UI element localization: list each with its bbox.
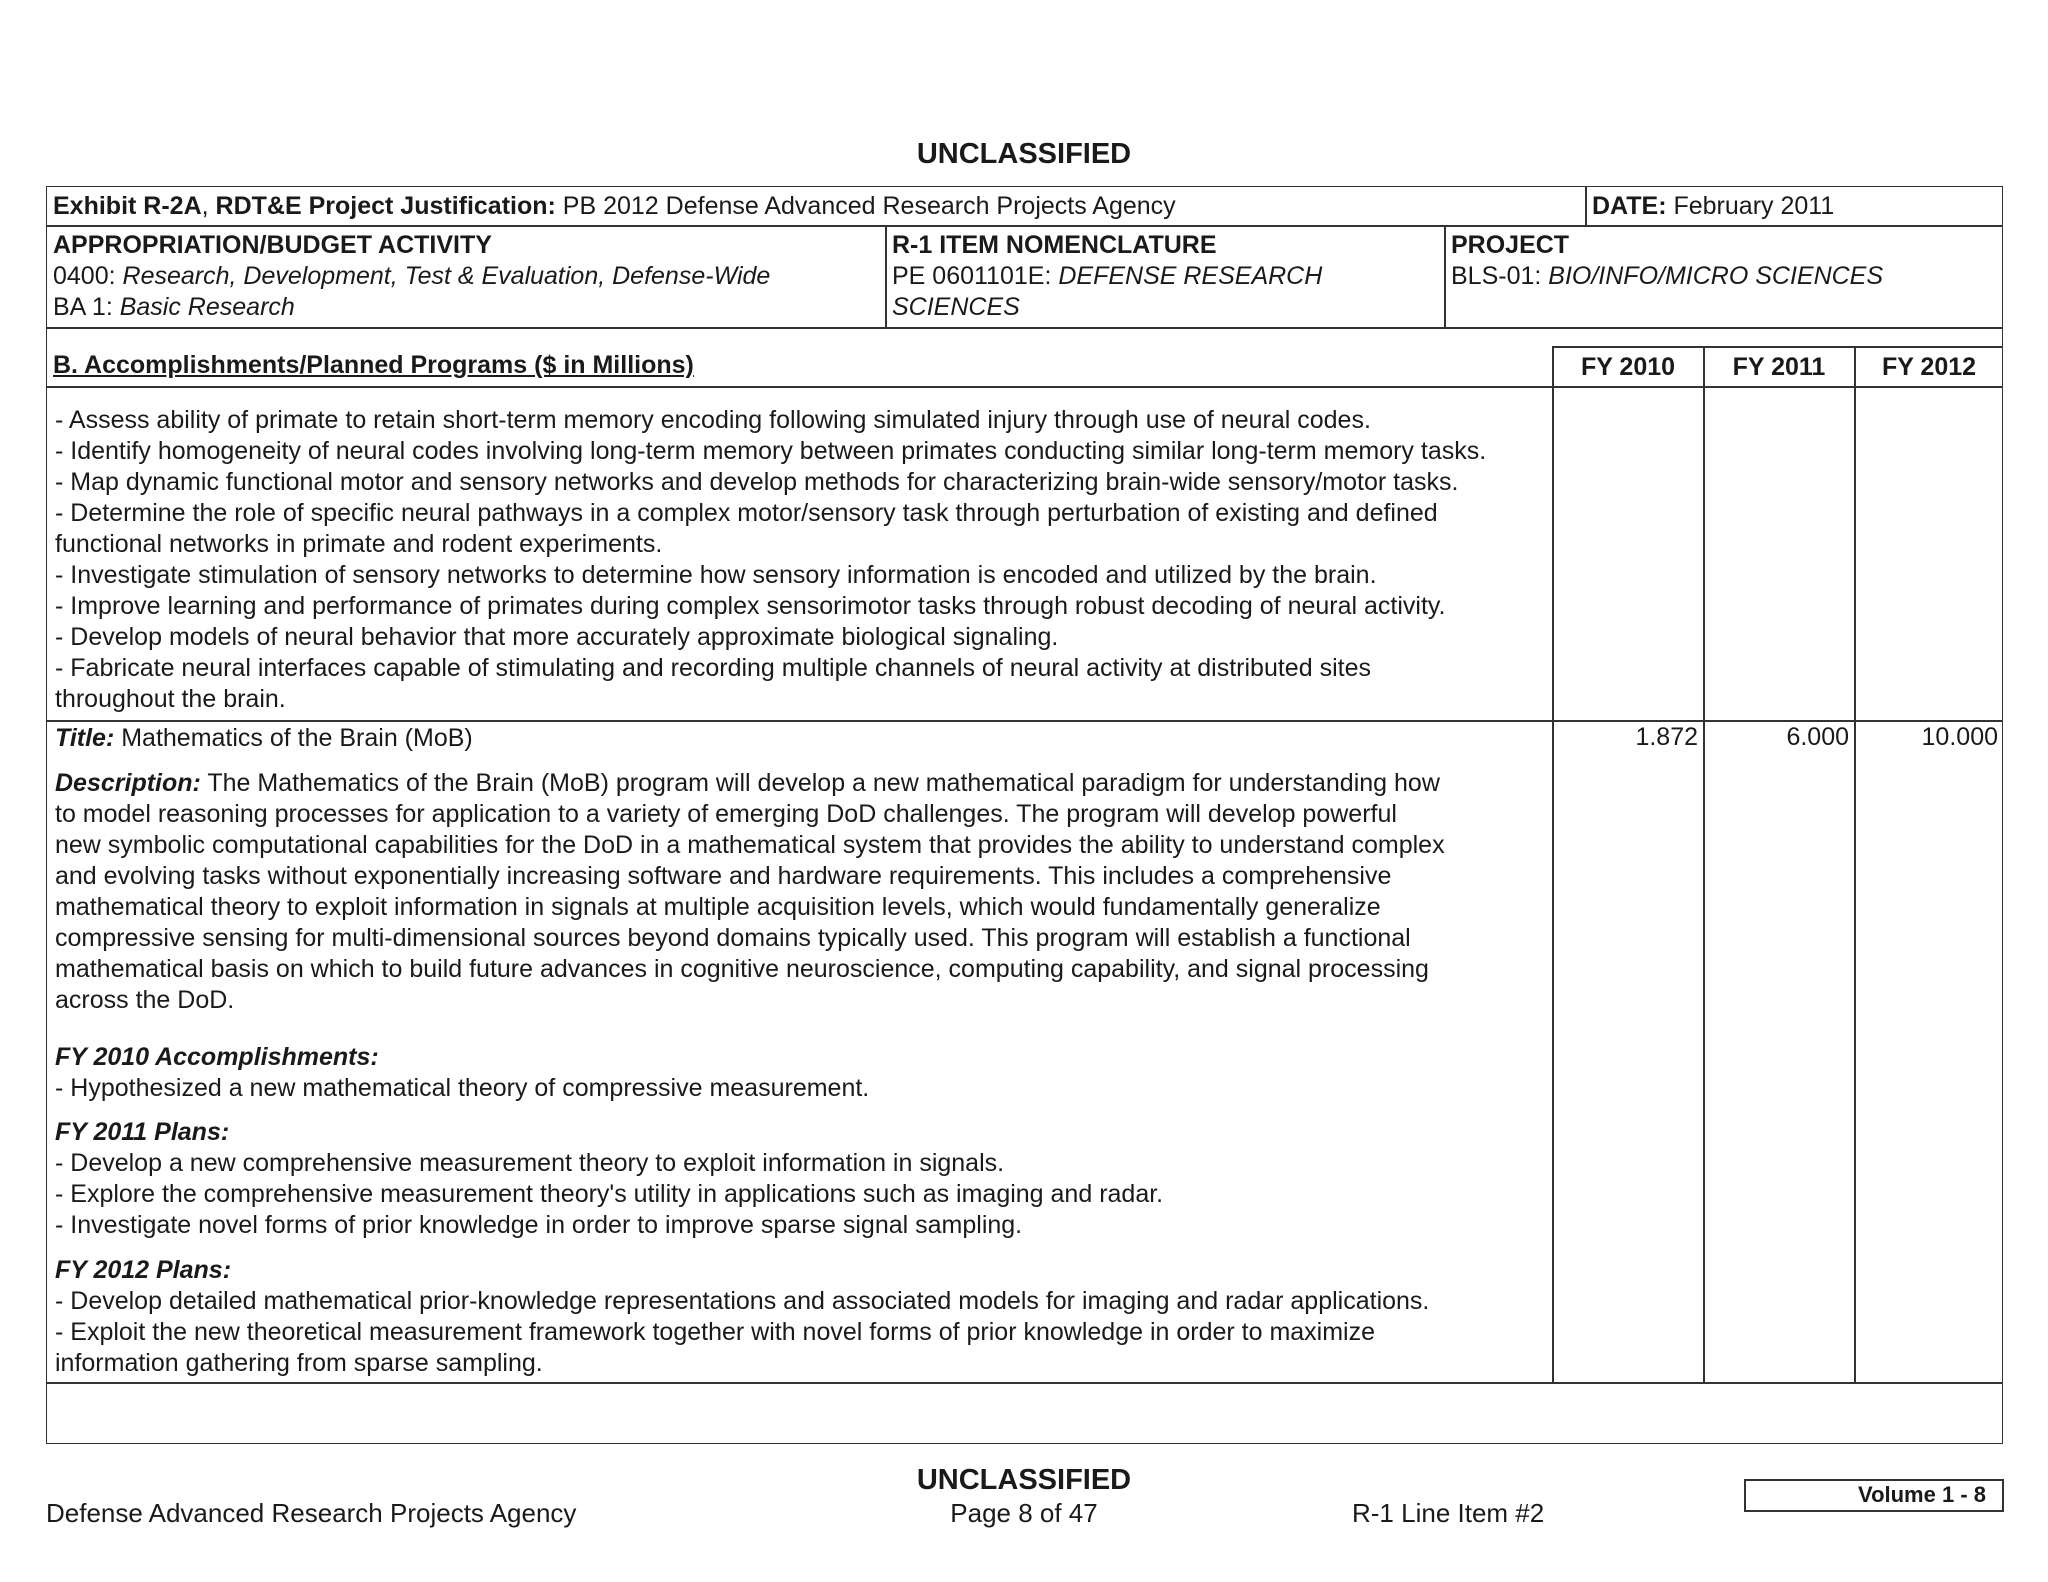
list-item: information gathering from sparse sampling. [55,1349,543,1377]
footer-line-item: R-1 Line Item #2 [1352,1498,1545,1528]
list-item: - Exploit the new theoretical measurement framework together with novel forms of prior knowledge in order to maximize [55,1318,1376,1346]
exhibit-title: Exhibit R-2A, RDT&E Project Justification: PB 2012 Defense Advanced Research Projects Agency [53,192,1176,220]
volume-label: Volume 1 - 8 [1858,1482,1986,1507]
r1-nomenclature-block: R-1 ITEM NOMENCLATURE PE 0601101E: DEFENSE RESEARCH SCIENCES [892,231,1323,321]
list-item: - Hypothesized a new mathematical theory of compressive measurement. [55,1074,870,1102]
classification-bottom: UNCLASSIFIED [916,1464,1132,1496]
fy2010-accomplishments: FY 2010 Accomplishments: - Hypothesized a new mathematical theory of compressive measurement. [55,1043,870,1102]
volume-box [1744,1479,2004,1512]
list-item: - Fabricate neural interfaces capable of stimulating and recording multiple channels of neural activity at distributed sites [55,654,1371,682]
program-title: Title: Mathematics of the Brain (MoB) [55,724,473,752]
list-item: - Explore the comprehensive measurement theory's utility in applications such as imaging and radar. [55,1180,1164,1208]
classification-top: UNCLASSIFIED [916,138,1132,170]
fy2012-plans: FY 2012 Plans: - Develop detailed mathematical prior-knowledge representations and associated models for imaging and radar applications. - Exploit the new theoretical measurement framework together with novel forms of prior knowledge in order to maximize information gathering from sparse sampling. [55,1256,1430,1377]
continued-bullets [55,405,1486,715]
program-description: Description: The Mathematics of the Brain (MoB) program will develop a new mathematical paradigm for understanding how to model reasoning processes for application to a variety of emerging DoD challenges. The program will develop powerful new symbolic computational capabilities for the DoD in a mathematical system that provides the ability to understand complex and evolving tasks without exponentially increasing software and hardware requirements. This includes a comprehensive mathematical theory to exploit information in signals at multiple acquisition levels, which would fundamentally generalize compressive sensing for multi-dimensional sources beyond domains typically used. This program will establish a functional mathematical basis on which to build future advances in cognitive neuroscience, computing capability, and signal processing across the DoD. [55,769,1445,1014]
list-item: - Investigate novel forms of prior knowledge in order to improve sparse signal sampling. [55,1211,1023,1239]
funding-fy2012: 10.000 [1921,723,1998,751]
list-item: - Develop models of neural behavior that more accurately approximate biological signaling. [55,623,1059,651]
section-title: B. Accomplishments/Planned Programs ($ in Millions) [53,351,694,379]
list-item: - Develop detailed mathematical prior-knowledge representations and associated models for imaging and radar applications. [55,1287,1430,1315]
fy2011-plans: FY 2011 Plans: - Develop a new comprehensive measurement theory to exploit information in signals. - Explore the comprehensive measurement theory's utility in applications such as imaging and radar. - Investigate novel forms of prior knowledge in order to improve sparse signal sampling. [55,1118,1164,1239]
list-item: - Determine the role of specific neural pathways in a complex motor/sensory task through perturbation of existing and defined [55,499,1438,527]
exhibit-date: DATE: February 2011 [1592,192,1835,220]
list-item: throughout the brain. [55,685,286,713]
project-block: PROJECT BLS-01: BIO/INFO/MICRO SCIENCES [1451,231,1884,290]
fy-header-2011: FY 2011 [1732,353,1826,381]
footer-agency: Defense Advanced Research Projects Agency [46,1498,577,1528]
fy-header-2010: FY 2010 [1580,353,1676,381]
list-item: - Develop a new comprehensive measurement theory to exploit information in signals. [55,1149,1005,1177]
list-item: - Identify homogeneity of neural codes involving long-term memory between primates conducting similar long-term memory tasks. [55,437,1487,465]
list-item: - Improve learning and performance of primates during complex sensorimotor tasks through robust decoding of neural activity. [55,592,1446,620]
list-item: - Map dynamic functional motor and sensory networks and develop methods for characterizing brain-wide sensory/motor tasks. [55,468,1459,496]
footer-page: Page 8 of 47 [950,1498,1098,1528]
fy-header-2012: FY 2012 [1881,353,1977,381]
funding-fy2010: 1.872 [1635,723,1698,751]
list-item: - Investigate stimulation of sensory networks to determine how sensory information is encoded and utilized by the brain. [55,561,1377,589]
list-item: functional networks in primate and rodent experiments. [55,530,663,558]
funding-fy2011: 6.000 [1786,723,1849,751]
appropriation-block: APPROPRIATION/BUDGET ACTIVITY 0400: Research, Development, Test & Evaluation, Defense-Wide BA 1: Basic Research [53,231,771,321]
list-item: - Assess ability of primate to retain short-term memory encoding following simulated injury through use of neural codes. [55,406,1371,434]
